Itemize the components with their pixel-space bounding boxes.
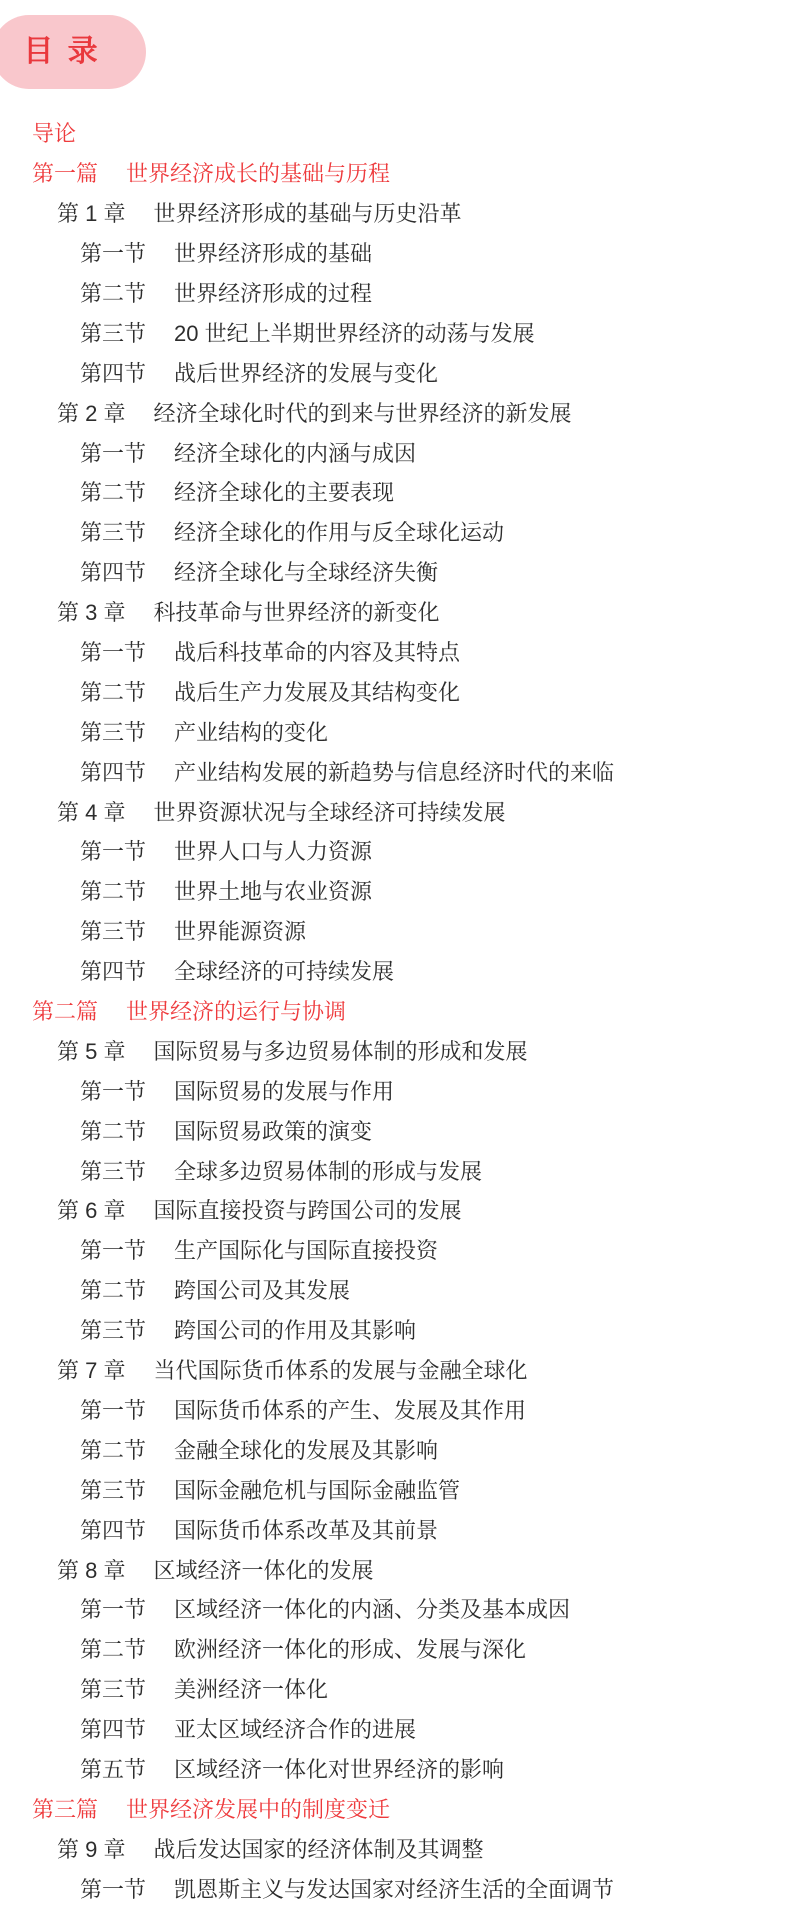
toc-row [0, 312, 790, 352]
toc-row-label: 第三节 [80, 320, 147, 346]
toc-row-label: 第 2 章 [57, 400, 126, 426]
toc-row [0, 711, 790, 751]
toc-row-title: 战后生产力发展及其结构变化 [174, 679, 461, 705]
toc-row [0, 153, 790, 193]
toc-row-title: 跨国公司及其发展 [174, 1278, 351, 1304]
toc-row-title: 当代国际货币体系的发展与金融全球化 [153, 1358, 528, 1384]
toc-row-label: 第四节 [80, 959, 147, 985]
toc-row-label: 第一节 [80, 1597, 147, 1623]
toc-row [0, 1230, 790, 1270]
toc-row-title: 国际贸易的发展与作用 [174, 1078, 395, 1104]
toc-row-title: 全球多边贸易体制的形成与发展 [174, 1158, 483, 1184]
toc-row [0, 512, 790, 552]
toc-row-title: 亚太区域经济合作的进展 [174, 1717, 417, 1743]
toc-row-title: 科技革命与世界经济的新变化 [153, 600, 440, 626]
toc-row-title: 世界经济形成的过程 [174, 281, 373, 306]
toc-row [0, 113, 790, 153]
toc-row [0, 1868, 790, 1908]
toc-row [0, 1709, 790, 1749]
toc-row-label: 第三节 [80, 520, 147, 546]
toc-row [0, 1110, 790, 1150]
toc-row [0, 1350, 790, 1390]
toc-row-title: 国际贸易与多边贸易体制的形成和发展 [153, 1038, 528, 1064]
toc-row [0, 1509, 790, 1549]
toc-row-title: 经济全球化与全球经济失衡 [174, 560, 439, 586]
toc-row [0, 911, 790, 951]
toc-row-title: 世界经济发展中的制度变迁 [126, 1796, 391, 1822]
toc-row [0, 1828, 790, 1868]
toc-row-title: 战后发达国家的经济体制及其调整 [153, 1836, 484, 1862]
toc-row [0, 751, 790, 791]
toc-row-label: 第三篇 [32, 1796, 99, 1822]
toc-row-title: 国际金融危机与国际金融监管 [174, 1477, 461, 1503]
toc-row-title: 生产国际化与国际直接投资 [174, 1238, 439, 1264]
toc-row [0, 233, 790, 273]
toc-row-title: 世界能源资源 [174, 919, 307, 945]
toc-title-text: 目 录 [23, 35, 101, 68]
toc-row [0, 1549, 790, 1589]
toc-row [0, 1429, 790, 1469]
toc-row-title: 世界经济的运行与协调 [126, 999, 347, 1025]
toc-row-label: 第二节 [80, 1118, 147, 1144]
toc-row-label: 第二节 [80, 480, 147, 506]
toc-row-label: 第 5 章 [57, 1038, 126, 1064]
toc-row-title: 世界人口与人力资源 [174, 839, 373, 865]
toc-row-title: 世界经济成长的基础与历程 [126, 161, 391, 187]
toc-row-title: 欧洲经济一体化的形成、发展与深化 [174, 1637, 527, 1663]
toc-row-label: 第一节 [80, 839, 147, 865]
toc-row-title: 国际货币体系改革及其前景 [174, 1517, 439, 1543]
toc-row-label: 第一节 [80, 1238, 147, 1264]
toc-row-label: 第三节 [80, 1677, 147, 1703]
toc-row-label: 第二节 [80, 281, 147, 306]
toc-row [0, 1390, 790, 1430]
toc-row-title: 全球经济的可持续发展 [174, 959, 395, 985]
toc-row-label: 第五节 [80, 1756, 147, 1782]
toc-row-label: 第一篇 [32, 161, 99, 187]
toc-row-label: 第一节 [80, 1078, 147, 1104]
toc-row [0, 671, 790, 711]
toc-row-title: 经济全球化的作用与反全球化运动 [174, 520, 505, 546]
toc-row-title: 经济全球化的主要表现 [174, 480, 395, 506]
toc-row [0, 632, 790, 672]
toc-row-title: 区域经济一体化对世界经济的影响 [174, 1756, 505, 1782]
toc-row-label: 第 8 章 [57, 1557, 126, 1583]
toc-row-title: 金融全球化的发展及其影响 [174, 1437, 439, 1463]
toc-row-label: 第二节 [80, 879, 147, 905]
toc-row-label: 第四节 [80, 1517, 147, 1543]
toc-row [0, 1788, 790, 1828]
toc-row [0, 871, 790, 911]
toc-row-title: 区域经济一体化的发展 [153, 1557, 374, 1583]
toc-row-title: 国际贸易政策的演变 [174, 1118, 373, 1144]
toc-title-badge [0, 15, 146, 89]
toc-row-label: 第二节 [80, 1637, 147, 1663]
toc-row-label: 导论 [32, 121, 77, 147]
toc-row [0, 991, 790, 1031]
toc-row-title: 凯恩斯主义与发达国家对经济生活的全面调节 [174, 1876, 615, 1902]
toc-row [0, 432, 790, 472]
toc-row [0, 472, 790, 512]
toc-row [0, 1629, 790, 1669]
toc-row-title: 经济全球化时代的到来与世界经济的新发展 [153, 400, 572, 426]
toc-row [0, 1150, 790, 1190]
toc-row-title: 战后科技革命的内容及其特点 [174, 640, 461, 666]
toc-row-label: 第四节 [80, 1717, 147, 1743]
toc-row-title: 产业结构的变化 [174, 719, 329, 745]
toc-row [0, 1190, 790, 1230]
toc-row-label: 第一节 [80, 640, 147, 666]
toc-row-title: 世界资源状况与全球经济可持续发展 [153, 799, 506, 825]
toc-row [0, 1030, 790, 1070]
toc-row-title: 跨国公司的作用及其影响 [174, 1318, 417, 1344]
toc-row-title: 产业结构发展的新趋势与信息经济时代的来临 [174, 759, 615, 785]
toc-row [0, 273, 790, 313]
toc-row-label: 第 9 章 [57, 1836, 126, 1862]
toc-row [0, 1589, 790, 1629]
toc-row-label: 第三节 [80, 719, 147, 745]
toc-row [0, 592, 790, 632]
toc-row-label: 第三节 [80, 1477, 147, 1503]
toc-row [0, 1749, 790, 1789]
toc-row-title: 20 世纪上半期世界经济的动荡与发展 [174, 320, 535, 346]
toc-row [0, 193, 790, 233]
toc-row [0, 1469, 790, 1509]
toc-row [0, 951, 790, 991]
toc-row-label: 第 4 章 [57, 799, 126, 825]
toc-row-label: 第二节 [80, 1278, 147, 1304]
toc-row-title: 美洲经济一体化 [174, 1677, 329, 1703]
toc-row-label: 第四节 [80, 560, 147, 586]
toc-row-label: 第三节 [80, 1318, 147, 1344]
toc-row-label: 第 6 章 [57, 1198, 126, 1224]
toc-row [0, 791, 790, 831]
toc-row [0, 1270, 790, 1310]
toc-row-title: 经济全球化的内涵与成因 [174, 440, 417, 466]
toc-row [0, 392, 790, 432]
toc-row [0, 1070, 790, 1110]
toc-row-label: 第一节 [80, 1397, 147, 1423]
toc-row [0, 352, 790, 392]
toc-row-title: 国际货币体系的产生、发展及其作用 [174, 1397, 527, 1423]
toc-row [0, 831, 790, 871]
toc-row-title: 战后世界经济的发展与变化 [174, 360, 439, 386]
toc-row-label: 第二节 [80, 679, 147, 705]
toc-row-title: 世界经济形成的基础 [174, 241, 373, 267]
toc-row-label: 第二篇 [32, 999, 99, 1025]
toc-row-label: 第四节 [80, 759, 147, 785]
toc-row-label: 第四节 [80, 360, 147, 386]
toc-row-title: 世界土地与农业资源 [174, 879, 373, 905]
toc-row [0, 1310, 790, 1350]
toc-row-label: 第一节 [80, 1876, 147, 1902]
toc-row-label: 第三节 [80, 1158, 147, 1184]
toc-row [0, 552, 790, 592]
toc-row-label: 第三节 [80, 919, 147, 945]
toc-list [0, 113, 790, 1908]
toc-row [0, 1669, 790, 1709]
toc-row-label: 第 7 章 [57, 1358, 126, 1384]
toc-row-label: 第一节 [80, 241, 147, 267]
toc-row-title: 区域经济一体化的内涵、分类及基本成因 [174, 1597, 571, 1623]
toc-row-label: 第 3 章 [57, 600, 126, 626]
toc-row-label: 第二节 [80, 1437, 147, 1463]
toc-row-title: 世界经济形成的基础与历史沿革 [153, 201, 462, 227]
toc-row-label: 第 1 章 [57, 201, 126, 227]
toc-row-label: 第一节 [80, 440, 147, 466]
toc-row-title: 国际直接投资与跨国公司的发展 [153, 1198, 462, 1224]
